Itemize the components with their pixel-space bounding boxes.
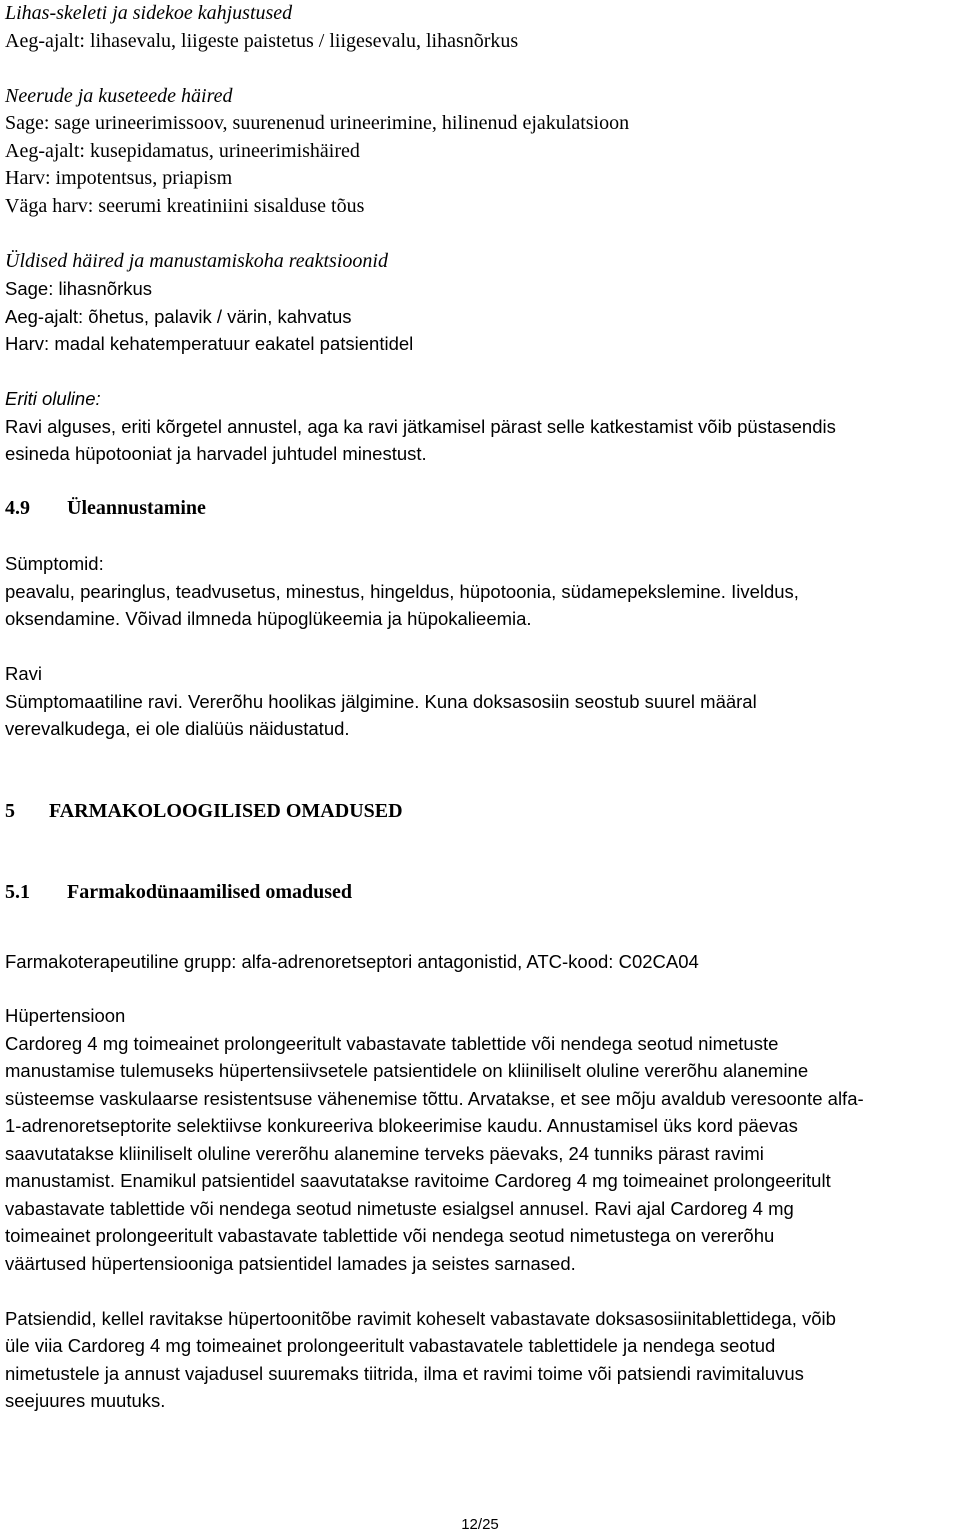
page-number: 12/25 bbox=[461, 1516, 499, 1533]
document-page bbox=[5, 0, 957, 1415]
section-line: manustamise tulemuseks hüpertensiivsetele patsientidele on kliiniliselt oluline vererõhu alanemine bbox=[5, 1060, 809, 1081]
section-title-important: Eriti oluline: bbox=[5, 388, 101, 409]
section-line: peavalu, pearinglus, teadvusetus, minestus, hingeldus, hüpotoonia, südamepekslemine. Iiveldus, bbox=[5, 580, 799, 602]
section-title-hypertension: Hüpertensioon bbox=[5, 1005, 126, 1026]
section-title-treatment: Ravi bbox=[5, 663, 43, 684]
paragraph-line: seejuures muutuks. bbox=[5, 1390, 166, 1411]
heading-number: 5 bbox=[5, 799, 15, 822]
section-line: verevalkudega, ei ole dialüüs näidustatud. bbox=[5, 718, 350, 739]
section-line: Ravi alguses, eriti kõrgetel annustel, aga ka ravi jätkamisel pärast selle katkestamist võib püstasendis bbox=[5, 415, 836, 437]
section-line: Sage: sage urineerimissoov, suurenenud urineerimine, hilinenud ejakulatsioon bbox=[5, 112, 630, 134]
section-line: saavutatakse kliiniliselt oluline vererõhu alanemine terveks päevaks, 24 tunniks pärast ravimi bbox=[5, 1142, 764, 1164]
section-line: esineda hüpotooniat ja harvadel juhtudel minestust. bbox=[5, 443, 427, 464]
paragraph-line: üle viia Cardoreg 4 mg toimeainet prolongeeritult vabastavatele tablettidele ja nendega seotud bbox=[5, 1335, 776, 1356]
heading-5-1 bbox=[5, 879, 957, 907]
heading-5 bbox=[5, 798, 957, 826]
section-title-musculoskeletal: Lihas-skeleti ja sidekoe kahjustused bbox=[5, 2, 293, 24]
section-line: manustamist. Enamikul patsientidel saavutatakse ravitoime Cardoreg 4 mg toimeainet prolongeeritult bbox=[5, 1170, 831, 1191]
section-line: Aeg-ajalt: õhetus, palavik / värin, kahvatus bbox=[5, 305, 352, 327]
section-title-renal: Neerude ja kuseteede häired bbox=[5, 84, 233, 107]
section-line: Väga harv: seerumi kreatiniini sisalduse tõus bbox=[5, 194, 365, 217]
section-line: Cardoreg 4 mg toimeainet prolongeeritult vabastavate tablettide või nendega seotud nimetuste bbox=[5, 1032, 779, 1054]
section-line: oksendamine. Võivad ilmneda hüpoglükeemia ja hüpokalieemia. bbox=[5, 608, 532, 629]
section-line: väärtused hüpertensiooniga patsientidel lamades ja seistes sarnased. bbox=[5, 1252, 576, 1274]
section-line: vabastavate tablettide või nendega seotud nimetuste esialgsel annusel. Ravi ajal Cardoreg 4 mg bbox=[5, 1197, 794, 1219]
heading-number: 5.1 bbox=[5, 880, 30, 903]
heading-4-9 bbox=[5, 495, 957, 523]
paragraph-line: nimetustele ja annust vajadusel suuremaks tiitrida, ilma et ravimi toime või patsiendi ravimitaluvus bbox=[5, 1362, 804, 1384]
section-line: 1-adrenoretseptorite selektiivse konkureeriva blokeerimise kaudu. Annustamisel üks kord päevas bbox=[5, 1115, 798, 1136]
paragraph-line: Patsiendid, kellel ravitakse hüpertoonitõbe ravimit koheselt vabastavate doksasosiinitablettidega, võib bbox=[5, 1307, 836, 1329]
pharmacotherapeutic-group: Farmakoterapeutiline grupp: alfa-adrenoretseptori antagonistid, ATC-kood: C02CA04 bbox=[5, 950, 699, 972]
section-line: toimeainet prolongeeritult vabastavate tablettide või nendega seotud nimetustega on vererõhu bbox=[5, 1225, 775, 1246]
heading-text: Üleannustamine bbox=[67, 497, 206, 519]
section-title-general: Üldised häired ja manustamiskoha reaktsioonid bbox=[5, 249, 388, 272]
section-title-symptoms: Sümptomid: bbox=[5, 553, 104, 574]
section-line: Aeg-ajalt: kusepidamatus, urineerimishäired bbox=[5, 139, 360, 162]
heading-text: Farmakodünaamilised omadused bbox=[67, 880, 353, 903]
section-line: Harv: madal kehatemperatuur eakatel patsientidel bbox=[5, 333, 414, 354]
section-line: süsteemse vaskulaarse resistentsuse vähenemise tõttu. Arvatakse, et see mõju avaldub veresoonte alfa- bbox=[5, 1087, 864, 1109]
section-line: Sümptomaatiline ravi. Vererõhu hoolikas jälgimine. Kuna doksasosiin seostub suurel määral bbox=[5, 690, 757, 712]
section-line: Harv: impotentsus, priapism bbox=[5, 167, 233, 189]
section-line: Sage: lihasnõrkus bbox=[5, 278, 153, 299]
heading-text: FARMAKOLOOGILISED OMADUSED bbox=[49, 799, 403, 822]
heading-number: 4.9 bbox=[5, 497, 30, 519]
section-line: Aeg-ajalt: lihasevalu, liigeste paistetus / liigesevalu, lihasnõrkus bbox=[5, 29, 519, 52]
